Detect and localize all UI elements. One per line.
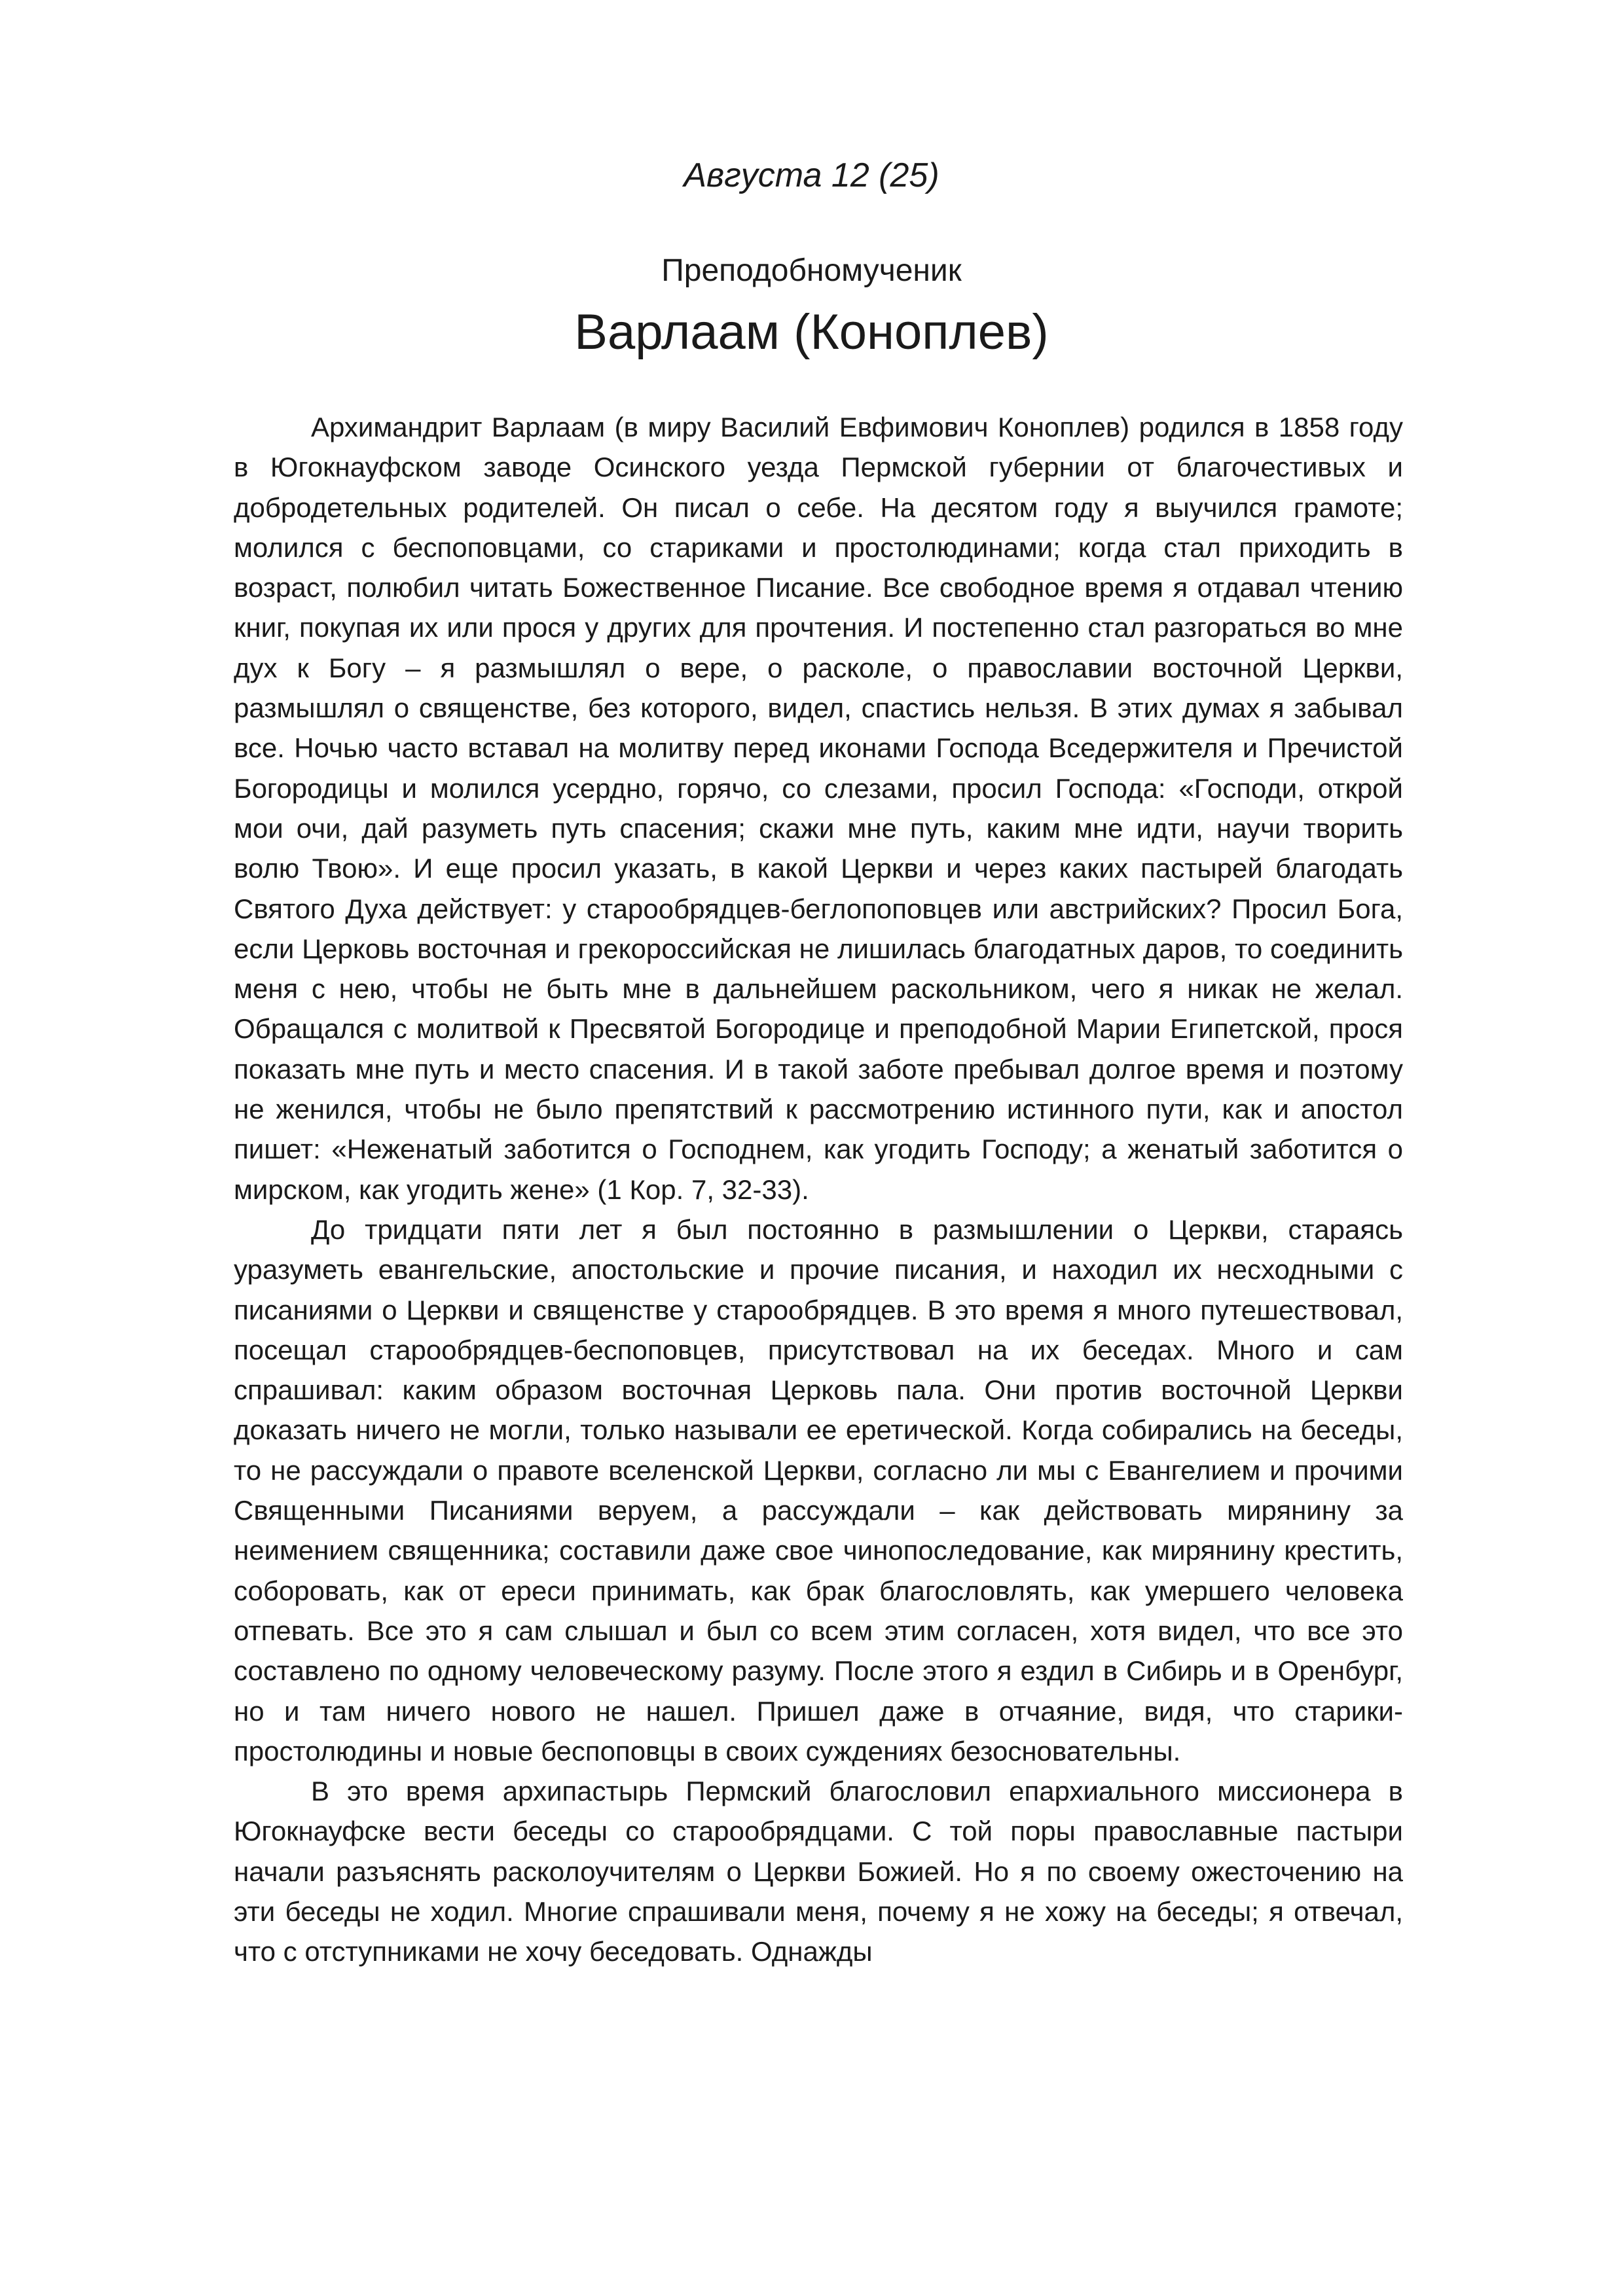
page-title: Варлаам (Коноплев)	[574, 304, 1049, 360]
body-text	[234, 407, 1403, 1972]
paragraph-2: До тридцати пяти лет я был постоянно в размышлении о Церкви, стараясь уразуметь евангельские, апостольские и прочие писания, и находил их несходными с писаниями о Церкви и священстве у старообрядцев. В это время я много путешествовал, посещал старообрядцев-беспоповцев, присутствовал на их беседах. Много и сам спрашивал: каким образом восточная Церковь пала. Они против восточной Церкви доказать ничего не могли, только называли ее еретической. Когда собирались на беседы, то не рассуждали о правоте вселенской Церкви, согласно ли мы с Евангелием и прочими Священными Писаниями веруем, а рассуждали – как действовать мирянину за неимением священника; составили даже свое чинопоследование, как мирянину крестить, соборовать, как от ереси принимать, как брак благословлять, как умершего человека отпевать. Все это я сам слышал и был со всем этим согласен, хотя видел, что все это составлено по одному человеческому разуму. После этого я ездил в Сибирь и в Оренбург, но и там ничего нового не нашел. Пришел даже в отчаяние, видя, что старики-простолюдины и новые беспоповцы в своих суждениях безосновательны.	[234, 1213, 1403, 1767]
date-heading: Августа 12 (25)	[684, 156, 939, 194]
saint-rank-subtitle: Преподобномученик	[661, 253, 962, 288]
paragraph-3: В это время архипастырь Пермский благословил епархиального миссионера в Югокнауфске вести беседы со старообрядцами. С той поры православные пастыри начали разъяснять расколоучителям о Церкви Божией. Но я по своему ожесточению на эти беседы не ходил. Многие спрашивали меня, почему я не хожу на беседы; я отвечал, что с отступниками не хочу беседовать. Однажды	[234, 1776, 1403, 1967]
paragraph-1: Архимандрит Варлаам (в миру Василий Евфимович Коноплев) родился в 1858 году в Югокнауфском заводе Осинского уезда Пермской губернии от благочестивых и добродетельных родителей. Он писал о себе. На десятом году я выучился грамоте; молился с беспоповцами, со стариками и простолюдинами; когда стал приходить в возраст, полюбил читать Божественное Писание. Все свободное время я отдавал чтению книг, покупая их или прося у других для прочтения. И постепенно стал разгораться во мне дух к Богу – я размышлял о вере, о расколе, о православии восточной Церкви, размышлял о священстве, без которого, видел, спастись нельзя. В этих думах я забывал все. Ночью часто вставал на молитву перед иконами Господа Вседержителя и Пречистой Богородицы и молился усердно, горячо, со слезами, просил Господа: «Господи, открой мои очи, дай разуметь путь спасения; скажи мне путь, каким мне идти, научи творить волю Твою». И еще просил указать, в какой Церкви и через каких пастырей благодать Святого Духа действует: у старообрядцев-беглопоповцев или австрийских? Просил Бога, если Церковь восточная и грекороссийская не лишилась благодатных даров, то соединить меня с нею, чтобы не быть мне в дальнейшем раскольником, чего я никак не желал. Обращался с молитвой к Пресвятой Богородице и преподобной Марии Египетской, прося показать мне путь и место спасения. И в такой заботе пребывал долгое время и поэтому не женился, чтобы не было препятствий к рассмотрению истинного пути, как и апостол пишет: «Неженатый заботится о Господнем, как угодить Господу; а женатый заботится о мирском, как угодить жене» (1 Кор. 7, 32-33).	[234, 412, 1403, 1205]
